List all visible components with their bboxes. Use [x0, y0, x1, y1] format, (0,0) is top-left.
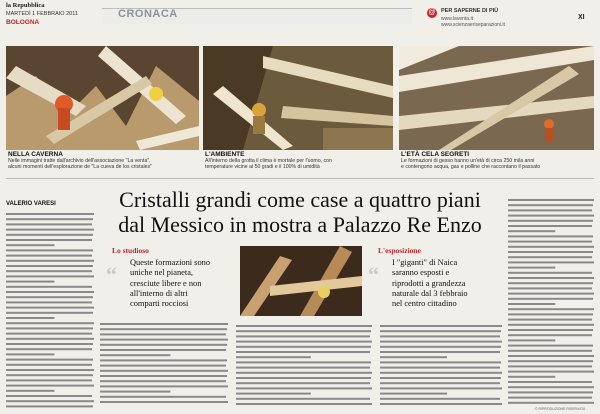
- text-line: [380, 351, 500, 353]
- text-line: [6, 281, 54, 283]
- text-line: [236, 361, 371, 363]
- text-line: [100, 385, 228, 387]
- text-line: [508, 298, 593, 300]
- text-line: [508, 324, 594, 326]
- text-line: [6, 213, 94, 215]
- text-line: [100, 359, 227, 361]
- text-line: [380, 341, 502, 343]
- quote-mark-icon: “: [106, 262, 117, 287]
- section-title: CRONACA: [118, 8, 178, 20]
- text-line: [6, 385, 94, 387]
- issue-date: MARTEDÌ 1 FEBBRAIO 2011: [6, 11, 78, 17]
- text-line: [508, 397, 592, 399]
- text-line: [236, 341, 372, 343]
- text-line: [6, 239, 92, 241]
- text-line: [508, 339, 555, 341]
- text-line: [380, 387, 502, 389]
- text-line: [236, 387, 372, 389]
- text-line: [100, 370, 228, 372]
- newspaper-logo: la Repubblica: [6, 2, 45, 9]
- text-line: [236, 335, 370, 337]
- text-line: [508, 246, 594, 248]
- text-line: [508, 355, 594, 357]
- text-line: [6, 229, 94, 231]
- box-label-studioso: Lo studioso: [112, 246, 149, 255]
- quote-line: comparti rocciosi: [130, 299, 189, 309]
- text-line: [236, 346, 371, 348]
- text-line: [508, 334, 592, 336]
- text-line: [6, 260, 94, 262]
- text-line: [6, 317, 54, 319]
- text-line: [508, 391, 593, 393]
- text-line: [508, 282, 593, 284]
- quote-line: uniche nel pianeta,: [130, 268, 194, 278]
- text-line: [236, 393, 311, 395]
- text-line: [100, 391, 170, 393]
- text-line: [508, 319, 592, 321]
- text-line: [508, 345, 593, 347]
- text-line: [100, 349, 226, 351]
- text-line: [380, 325, 502, 327]
- city-edition: BOLOGNA: [6, 19, 40, 26]
- text-line: [236, 382, 370, 384]
- quote-line: naturale dal 3 febbraio: [392, 288, 468, 298]
- text-line: [380, 367, 500, 369]
- text-line: [508, 329, 593, 331]
- quote-line: saranno esposti e: [392, 268, 450, 278]
- text-line: [508, 256, 592, 258]
- text-line: [6, 255, 92, 257]
- text-line: [6, 364, 92, 366]
- text-line: [380, 330, 501, 332]
- photo-caption-line: Le formazioni di gesso hanno un'età di circa 250 mila anni: [401, 158, 535, 164]
- photo-caption-line: temperature vicine ai 50 gradi e il 100% di umidità: [205, 164, 320, 170]
- quote-esposizione: [392, 258, 468, 309]
- text-line: [236, 351, 370, 353]
- text-line: [100, 396, 226, 398]
- quote-line: Queste formazioni sono: [130, 258, 211, 267]
- text-line: [6, 249, 93, 251]
- box-label-esposizione: L'esposizione: [378, 246, 421, 255]
- info-box-title: PER SAPERNE DI PIÙ: [441, 8, 499, 14]
- section-divider: [6, 178, 594, 179]
- text-line: [6, 307, 94, 309]
- text-line: [236, 372, 372, 374]
- photo-caption-line: e contengono acqua, gas e polline che raccontano il passato: [401, 164, 541, 170]
- text-line: [100, 344, 227, 346]
- text-line: [508, 381, 592, 383]
- text-line: [380, 403, 502, 405]
- text-line: [100, 323, 228, 325]
- masthead: [0, 0, 600, 30]
- text-line: [6, 312, 93, 314]
- text-line: [508, 272, 592, 274]
- headline-line-2: dal Messico in mostra a Palazzo Re Enzo: [118, 212, 482, 237]
- photo-crystal-closeup: [240, 246, 362, 316]
- quote-line: all'interno di altri: [130, 288, 188, 298]
- text-line: [508, 204, 593, 206]
- text-line: [100, 354, 170, 356]
- text-line: [6, 348, 92, 350]
- text-line: [508, 220, 593, 222]
- photo-caption-line: Nelle immagini tratte dall'archivio dell'associazione "La venta",: [8, 158, 151, 164]
- quote-line: riprodotti a grandezza: [392, 278, 466, 288]
- text-line: [6, 296, 93, 298]
- text-line: [6, 395, 92, 397]
- text-line: [6, 234, 93, 236]
- text-line: [380, 346, 501, 348]
- text-line: [6, 286, 92, 288]
- text-line: [508, 365, 592, 367]
- text-line: [508, 287, 592, 289]
- headline-line-1: Cristalli grandi come case a quattro piani: [119, 187, 481, 212]
- text-line: [508, 303, 555, 305]
- text-line: [6, 218, 93, 220]
- text-line: [236, 367, 370, 369]
- body-column-left: [6, 210, 96, 408]
- text-line: [6, 291, 94, 293]
- photo-caption-title: L'AMBIENTE: [205, 151, 245, 158]
- copyright-credit: © RIPRODUZIONE RISERVATA: [535, 407, 586, 411]
- text-line: [100, 401, 228, 403]
- photo-cave-environment: [203, 46, 393, 150]
- body-column-bottom-left: [100, 320, 230, 406]
- text-line: [508, 350, 592, 352]
- text-line: [380, 393, 447, 395]
- text-line: [508, 225, 592, 227]
- text-line: [508, 402, 594, 404]
- photo-caption-title: NELLA CAVERNA: [8, 151, 63, 158]
- text-line: [100, 380, 226, 382]
- text-line: [508, 199, 594, 201]
- quote-line: cresciute libere e non: [130, 278, 202, 288]
- text-line: [6, 400, 94, 402]
- info-link-laventa[interactable]: www.laventa.it: [441, 16, 473, 22]
- text-line: [380, 361, 501, 363]
- text-line: [508, 241, 592, 243]
- at-sign-icon: @: [428, 9, 436, 16]
- text-line: [508, 360, 593, 362]
- text-line: [100, 328, 227, 330]
- text-line: [6, 327, 93, 329]
- text-line: [6, 359, 93, 361]
- text-line: [508, 251, 593, 253]
- text-line: [380, 398, 500, 400]
- text-line: [236, 356, 311, 358]
- text-line: [380, 377, 501, 379]
- text-line: [6, 338, 94, 340]
- text-line: [236, 325, 372, 327]
- text-line: [100, 375, 227, 377]
- article-headline: [100, 187, 500, 237]
- text-line: [380, 335, 500, 337]
- text-line: [6, 390, 54, 392]
- quote-studioso: [130, 258, 210, 309]
- info-link-scienza[interactable]: www.scienzaeriseparazioni.it: [441, 22, 505, 28]
- photo-caption-line: All'interno della grotta il clima è mortale per l'uomo, con: [205, 158, 332, 164]
- text-line: [6, 270, 92, 272]
- text-line: [508, 235, 593, 237]
- text-line: [508, 209, 592, 211]
- text-line: [6, 379, 92, 381]
- text-line: [508, 293, 594, 295]
- text-line: [236, 403, 372, 405]
- text-line: [508, 313, 593, 315]
- text-line: [100, 333, 226, 335]
- text-line: [508, 230, 555, 232]
- body-column-bottom-right: [380, 322, 504, 406]
- text-line: [236, 330, 371, 332]
- photo-cave-explorers: [6, 46, 199, 150]
- body-column-right: [508, 196, 596, 406]
- text-line: [508, 376, 555, 378]
- text-line: [6, 265, 93, 267]
- text-line: [6, 333, 92, 335]
- text-line: [508, 261, 594, 263]
- photo-crystal-beams: [399, 46, 594, 150]
- text-line: [6, 322, 94, 324]
- article-author: VALERIO VARESI: [6, 201, 56, 207]
- text-line: [6, 301, 92, 303]
- text-line: [6, 343, 93, 345]
- photo-caption-title: L'ETÀ CELA SEGRETI: [401, 151, 470, 158]
- quote-mark-icon: “: [368, 262, 379, 287]
- text-line: [6, 369, 94, 371]
- text-line: [100, 339, 228, 341]
- quote-line: I "giganti" di Naica: [392, 258, 458, 267]
- text-line: [100, 365, 226, 367]
- photo-caption-line: alcuni momenti dell'esplorazione de "La cueva de los cristales": [8, 164, 152, 170]
- quote-line: nel centro cittadino: [392, 299, 457, 309]
- text-line: [508, 308, 594, 310]
- text-line: [236, 377, 371, 379]
- text-line: [508, 371, 594, 373]
- page-number: XI: [578, 14, 585, 21]
- text-line: [508, 277, 594, 279]
- text-line: [380, 382, 500, 384]
- text-line: [6, 275, 94, 277]
- text-line: [508, 267, 555, 269]
- text-line: [236, 398, 370, 400]
- text-line: [508, 386, 594, 388]
- body-column-bottom-mid: [236, 322, 374, 406]
- text-line: [6, 244, 54, 246]
- text-line: [380, 356, 447, 358]
- text-line: [380, 372, 502, 374]
- text-line: [508, 215, 594, 217]
- text-line: [6, 374, 93, 376]
- text-line: [6, 223, 92, 225]
- text-line: [6, 405, 93, 407]
- text-line: [6, 353, 54, 355]
